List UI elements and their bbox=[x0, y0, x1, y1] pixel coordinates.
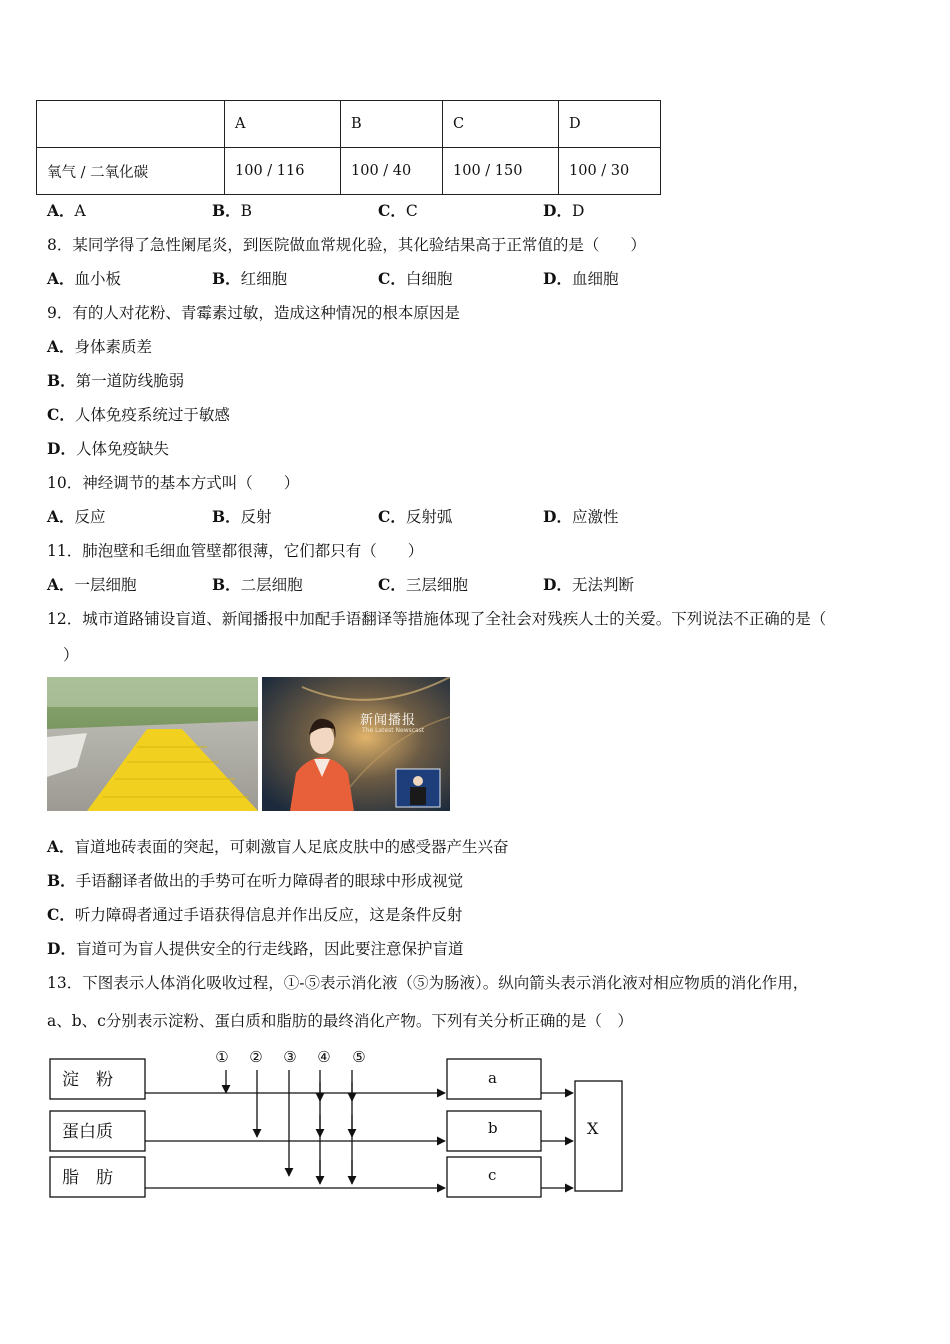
juice-label-1: ① bbox=[215, 1048, 229, 1066]
product-label-b: b bbox=[488, 1119, 498, 1137]
q8-option-b[interactable]: B．红细胞 bbox=[212, 269, 288, 288]
juice-label-3: ③ bbox=[283, 1048, 297, 1066]
q12-option-b[interactable]: B．手语翻译者做出的手势可在听力障碍者的眼球中形成视觉 bbox=[47, 871, 464, 890]
q8-option-c[interactable]: C．白细胞 bbox=[378, 269, 453, 288]
substance-label-starch: 淀 粉 bbox=[62, 1070, 113, 1090]
q7-option-d[interactable]: D．D bbox=[543, 201, 585, 220]
q7-option-c[interactable]: C．C bbox=[378, 201, 418, 220]
q12-option-d[interactable]: D．盲道可为盲人提供安全的行走线路，因此要注意保护盲道 bbox=[47, 939, 464, 958]
table-cell: A bbox=[225, 101, 341, 148]
q10-option-c[interactable]: C．反射弧 bbox=[378, 507, 453, 526]
news-caption: 新闻播报 bbox=[360, 713, 417, 728]
q11-option-d[interactable]: D．无法判断 bbox=[543, 575, 634, 594]
juice-label-5: ⑤ bbox=[352, 1048, 366, 1066]
q13-stem-2: a、b、c分别表示淀粉、蛋白质和脂肪的最终消化产物。下列有关分析正确的是（ ） bbox=[47, 1012, 633, 1030]
table-cell: B bbox=[341, 101, 443, 148]
final-label-x: X bbox=[587, 1119, 599, 1138]
substance-label-fat: 脂 肪 bbox=[62, 1168, 113, 1188]
q12-option-a[interactable]: A．盲道地砖表面的突起，可刺激盲人足底皮肤中的感受器产生兴奋 bbox=[47, 837, 509, 856]
q12-option-c[interactable]: C．听力障碍者通过手语获得信息并作出反应，这是条件反射 bbox=[47, 905, 463, 924]
table-cell: 100 / 150 bbox=[443, 148, 559, 195]
q11-option-a[interactable]: A．一层细胞 bbox=[47, 575, 137, 594]
q7-option-b[interactable]: B．B bbox=[212, 201, 252, 220]
q8-stem: 8．某同学得了急性阑尾炎，到医院做血常规化验，其化验结果高于正常值的是（ ） bbox=[47, 236, 646, 254]
q10-option-a[interactable]: A．反应 bbox=[47, 507, 106, 526]
juice-label-4: ④ bbox=[317, 1048, 331, 1066]
q9-option-b[interactable]: B．第一道防线脆弱 bbox=[47, 371, 185, 390]
q11-stem: 11．肺泡壁和毛细血管壁都很薄，它们都只有（ ） bbox=[47, 542, 424, 560]
news-subcaption: The Latest Newscast bbox=[362, 727, 425, 734]
juice-label-2: ② bbox=[249, 1048, 263, 1066]
table-cell: 100 / 40 bbox=[341, 148, 443, 195]
q12-stem: 12．城市道路铺设盲道、新闻播报中加配手语翻译等措施体现了全社会对残疾人士的关爱。下列说法不正确的是（ bbox=[47, 610, 827, 628]
table-cell: 100 / 30 bbox=[559, 148, 661, 195]
q9-stem: 9．有的人对花粉、青霉素过敏，造成这种情况的根本原因是 bbox=[47, 304, 460, 322]
table-cell: D bbox=[559, 101, 661, 148]
q9-option-a[interactable]: A．身体素质差 bbox=[47, 337, 153, 356]
q12-stem-end: ） bbox=[63, 646, 79, 664]
product-label-c: c bbox=[488, 1166, 497, 1184]
q13-stem: 13．下图表示人体消化吸收过程，①-⑤表示消化液（⑤为肠液）。纵向箭头表示消化液对相应物质的消化作用， bbox=[47, 974, 809, 992]
q11-option-b[interactable]: B．二层细胞 bbox=[212, 575, 303, 594]
table-cell: C bbox=[443, 101, 559, 148]
substance-label-protein: 蛋白质 bbox=[62, 1122, 113, 1142]
q9-option-c[interactable]: C．人体免疫系统过于敏感 bbox=[47, 405, 230, 424]
q10-stem: 10．神经调节的基本方式叫（ ） bbox=[47, 474, 300, 492]
q9-option-d[interactable]: D．人体免疫缺失 bbox=[47, 439, 169, 458]
q10-option-b[interactable]: B．反射 bbox=[212, 507, 272, 526]
table-cell: 氧气 / 二氧化碳 bbox=[37, 148, 225, 195]
q8-option-a[interactable]: A．血小板 bbox=[47, 269, 122, 288]
q10-option-d[interactable]: D．应激性 bbox=[543, 507, 619, 526]
q8-option-d[interactable]: D．血细胞 bbox=[543, 269, 619, 288]
product-label-a: a bbox=[488, 1069, 497, 1087]
q7-option-a[interactable]: A．A bbox=[47, 201, 86, 220]
table-cell: 100 / 116 bbox=[225, 148, 341, 195]
q11-option-c[interactable]: C．三层细胞 bbox=[378, 575, 468, 594]
final-box-x bbox=[575, 1081, 622, 1191]
